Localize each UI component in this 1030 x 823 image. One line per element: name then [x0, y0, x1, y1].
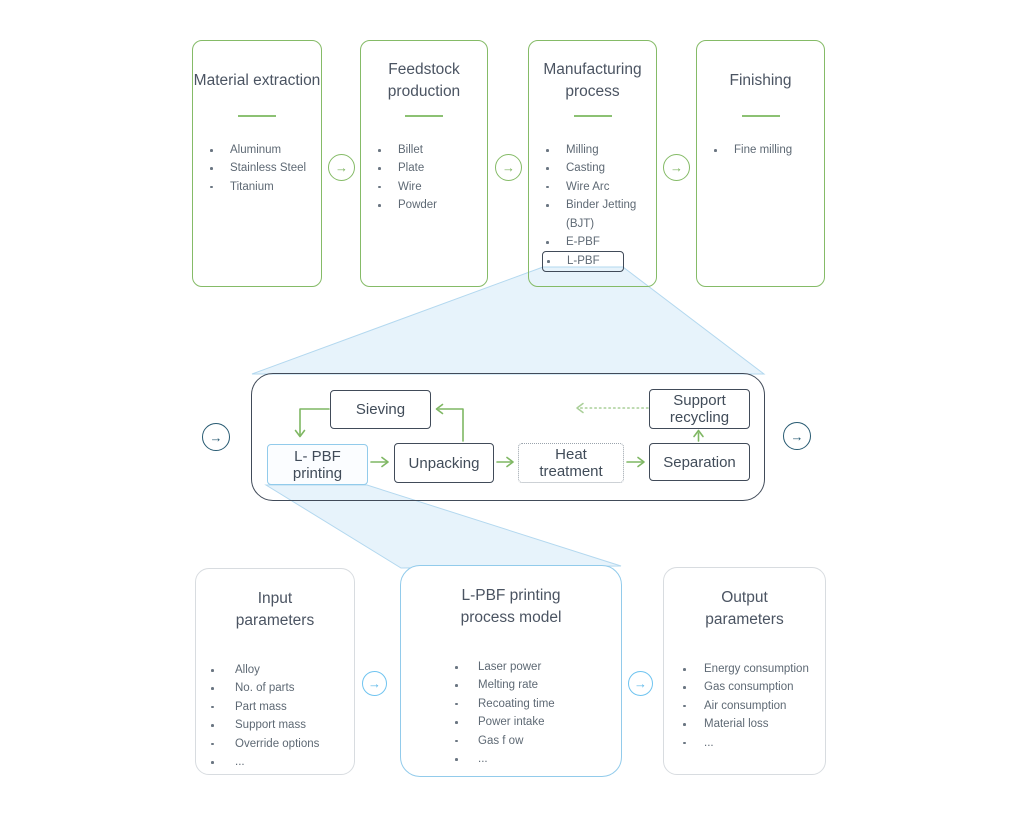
- node-separation: Separation: [649, 443, 750, 481]
- box-lpbf-process-model: [400, 565, 622, 777]
- list-item: No. of parts: [235, 682, 295, 695]
- list-item: Energy consumption: [704, 663, 809, 675]
- box-title: Input parameters: [235, 590, 315, 629]
- box-feedstock-production: [360, 40, 488, 287]
- node-unpacking: Unpacking: [394, 443, 494, 483]
- lpbf-highlighted-item: L-PBF: [542, 251, 624, 271]
- list-item: Stainless Steel: [230, 162, 307, 175]
- list-item: Air consumption: [704, 699, 787, 712]
- box-finishing: [696, 40, 825, 287]
- list-item: ...: [704, 736, 714, 749]
- box-title: Output parameters: [705, 589, 784, 628]
- list-item: Plate: [398, 162, 425, 175]
- list-item: ...: [235, 756, 245, 769]
- box-title: Finishing: [729, 72, 792, 89]
- list-item: Alloy: [235, 664, 260, 676]
- list-item: Power intake: [478, 716, 545, 729]
- node-support-recycling: Support recycling: [649, 389, 750, 429]
- list-item: Binder Jetting (BJT): [566, 199, 637, 230]
- title-divider: [405, 115, 443, 117]
- list-item: Part mass: [235, 700, 287, 713]
- item-list: [664, 660, 825, 752]
- list-item: Material loss: [704, 718, 769, 731]
- item-list: [401, 658, 621, 768]
- flow-arrow-circle-right: [783, 422, 811, 450]
- item-list: [697, 141, 824, 159]
- box-material-extraction: [192, 40, 322, 287]
- title-divider: [742, 115, 780, 117]
- box-manufacturing-process: [528, 40, 657, 287]
- arrow-right-icon: →: [209, 429, 223, 445]
- list-item: Gas f ow: [478, 734, 524, 747]
- flow-arrow-circle: [628, 671, 653, 696]
- list-item: Override options: [235, 737, 320, 750]
- list-item: Casting: [566, 162, 605, 175]
- title-divider: [574, 115, 612, 117]
- list-item: Wire Arc: [566, 180, 610, 193]
- item-list: [196, 661, 354, 771]
- box-output-parameters: [663, 567, 826, 775]
- list-item: Fine milling: [734, 144, 793, 156]
- list-item: Aluminum: [230, 144, 282, 156]
- list-item: Recoating time: [478, 697, 555, 710]
- node-sieving: Sieving: [330, 390, 431, 429]
- list-item: Laser power: [478, 661, 542, 673]
- flow-arrow-circle: [663, 154, 690, 181]
- beam-top: [252, 267, 764, 374]
- box-title: Material extraction: [193, 72, 321, 89]
- box-title: L-PBF printing process model: [460, 587, 562, 626]
- box-title: Manufacturing process: [543, 61, 642, 100]
- flow-arrow-circle: [362, 671, 387, 696]
- flow-arrow-circle: [328, 154, 355, 181]
- title-divider: [238, 115, 276, 117]
- lpbf-process-container: [251, 373, 765, 501]
- list-item: Titanium: [230, 180, 274, 193]
- box-title: Feedstock production: [387, 61, 461, 100]
- item-list: [529, 141, 656, 272]
- flow-arrow-circle-left: [202, 423, 230, 451]
- list-item: Powder: [398, 199, 437, 212]
- flow-arrow-circle: [495, 154, 522, 181]
- arrow-right-icon: →: [335, 160, 348, 175]
- list-item: Gas consumption: [704, 681, 794, 694]
- arrow-right-icon: →: [634, 676, 647, 691]
- item-list: [361, 141, 487, 215]
- list-item: E-PBF: [566, 236, 600, 249]
- list-item: Billet: [398, 144, 423, 156]
- node-lpbf-printing: L- PBF printing: [267, 444, 368, 485]
- arrow-right-icon: →: [502, 160, 515, 175]
- box-input-parameters: [195, 568, 355, 775]
- list-item: ...: [478, 753, 488, 766]
- arrow-right-icon: →: [670, 160, 683, 175]
- list-item: Milling: [566, 144, 599, 156]
- item-list: [193, 141, 321, 196]
- list-item: Support mass: [235, 719, 306, 732]
- node-heat-treatment: Heat treatment: [518, 443, 624, 483]
- list-item: Melting rate: [478, 679, 539, 692]
- arrow-right-icon: →: [368, 676, 381, 691]
- list-item: Wire: [398, 180, 422, 193]
- arrow-right-icon: →: [790, 428, 804, 444]
